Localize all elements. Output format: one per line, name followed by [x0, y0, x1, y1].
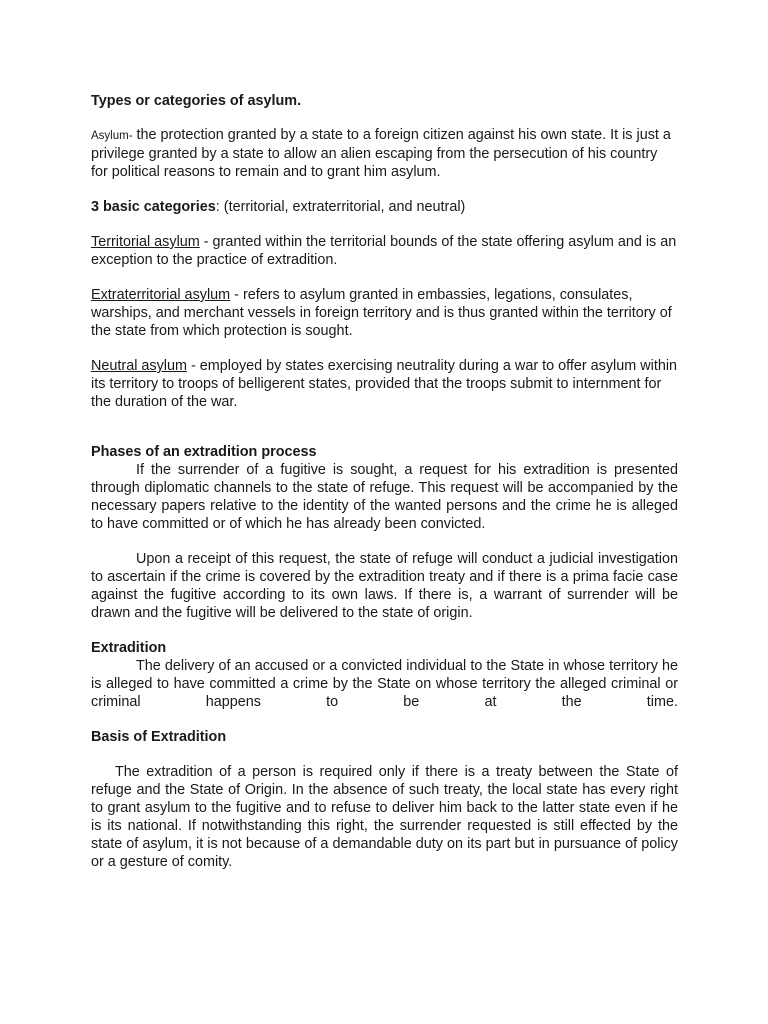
- section-heading-extradition-phases: Phases of an extradition process: [91, 444, 317, 460]
- section-heading-asylum-types: Types or categories of asylum.: [91, 93, 302, 109]
- territorial-asylum-text: - granted within the territorial bounds of the state offering asylum and is an exception to the practice of extradition.: [91, 234, 677, 268]
- extradition-phases-paragraph-2: Upon a receipt of this request, the state of refuge will conduct a judicial investigation to ascertain if the crime is covered by the extradition treaty and if there is a prima facie case against the fugitive according to its own laws. If there is, a warrant of surrender will be drawn and the fugitive will be delivered to the state of origin.: [91, 551, 678, 621]
- basis-of-extradition-paragraph: The extradition of a person is required only if there is a treaty between the State of refuge and the State of Origin. In the absence of such treaty, the local state has every right to grant asylum to the fugitive and to refuse to deliver him back to the latter state even if he is its national. If notwithstanding this right, the surrender requested is still effected by the state of asylum, it is not because of a demandable duty on its part but in pursuance of policy or a gesture of comity.: [91, 764, 678, 870]
- extraterritorial-asylum-paragraph: [91, 286, 678, 340]
- neutral-asylum-term: Neutral asylum: [91, 358, 187, 374]
- extraterritorial-asylum-text: - refers to asylum granted in embassies, legations, consulates, warships, and merchant vessels in foreign territory and is thus granted within the territory of the state from which protection is sought.: [91, 287, 672, 339]
- asylum-term: Asylum-: [91, 130, 133, 142]
- extradition-definition-paragraph: The delivery of an accused or a convicted individual to the State in whose territory he is alleged to have committed a crime by the State on whose territory the alleged criminal or criminal happens to be at the time.: [91, 658, 678, 710]
- neutral-asylum-paragraph: [91, 357, 678, 411]
- neutral-asylum-text: - employed by states exercising neutrality during a war to offer asylum within its territory to troops of belligerent states, provided that the troops submit to internment for the duration of the war.: [91, 358, 678, 410]
- asylum-definition-text: the protection granted by a state to a foreign citizen against his own state. It is just a privilege granted by a state to allow an alien escaping from the persecution of his country for political reasons to remain and to grant him asylum.: [91, 127, 671, 180]
- document-body: [91, 92, 678, 871]
- territorial-asylum-paragraph: [91, 233, 678, 269]
- territorial-asylum-term: Territorial asylum: [91, 234, 200, 250]
- extradition-phases-paragraph-1: If the surrender of a fugitive is sought, a request for his extradition is presented through diplomatic channels to the state of refuge. This request will be accompanied by the necessary papers relative to the identity of the wanted persons and the crime he is alleged to have committed or of which he has already been convicted.: [91, 462, 678, 532]
- basic-categories-label: 3 basic categories: [91, 199, 216, 215]
- asylum-definition: [91, 126, 678, 181]
- section-heading-extradition: Extradition: [91, 640, 167, 656]
- extraterritorial-asylum-term: Extraterritorial asylum: [91, 287, 231, 303]
- basic-categories: [91, 198, 678, 216]
- basic-categories-text: : (territorial, extraterritorial, and neutral): [215, 199, 466, 215]
- section-heading-basis-of-extradition: Basis of Extradition: [91, 729, 227, 745]
